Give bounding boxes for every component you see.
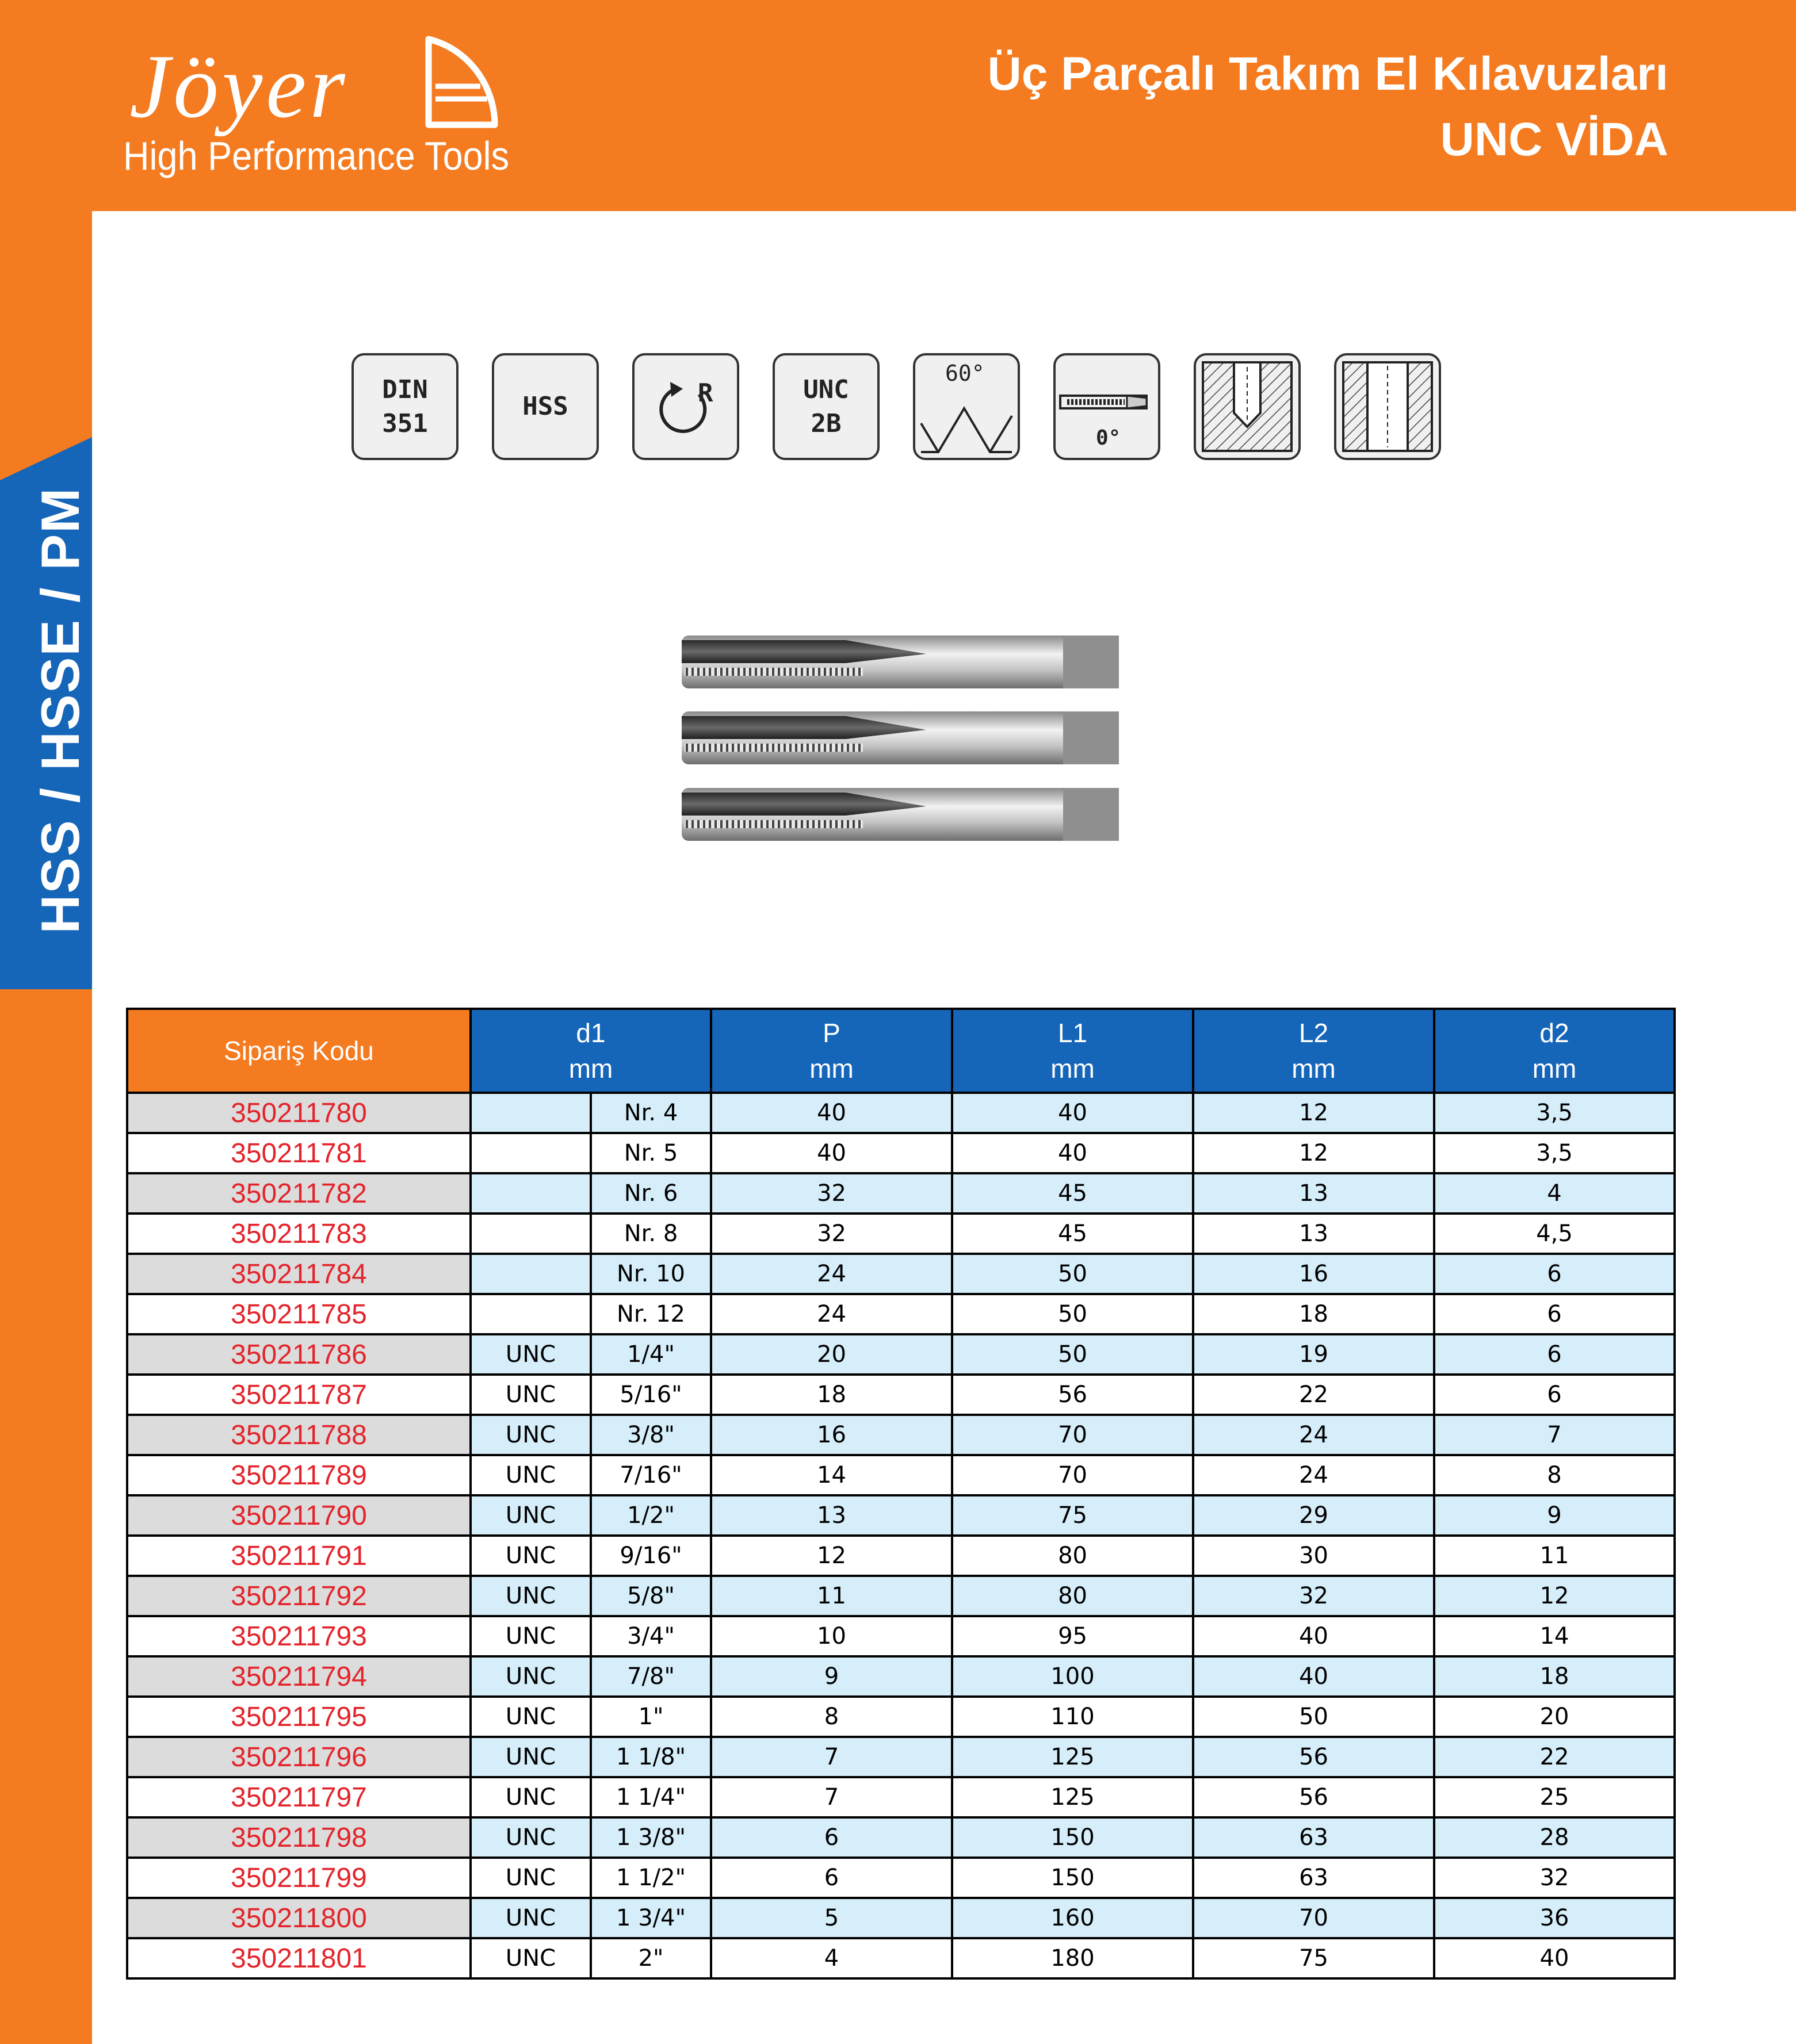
pitch-cell: 6	[711, 1817, 952, 1858]
l2-cell: 70	[1193, 1898, 1434, 1938]
l1-cell: 150	[952, 1858, 1193, 1898]
pitch-cell: 10	[711, 1616, 952, 1656]
l1-cell: 95	[952, 1616, 1193, 1656]
pitch-cell: 4	[711, 1938, 952, 1978]
pitch-cell: 9	[711, 1656, 952, 1697]
l2-cell: 40	[1193, 1656, 1434, 1697]
table-row	[127, 1656, 1675, 1697]
d2-cell: 6	[1434, 1294, 1675, 1334]
nominal-size-cell: 5/16"	[591, 1375, 711, 1415]
l2-cell: 56	[1193, 1737, 1434, 1777]
pitch-cell: 32	[711, 1173, 952, 1214]
order-code-cell: 350211781	[127, 1133, 471, 1173]
thread-standard-cell: UNC	[471, 1536, 591, 1576]
thread-standard-cell: UNC	[471, 1858, 591, 1898]
nominal-size-cell: 9/16"	[591, 1536, 711, 1576]
thread-standard-cell: UNC	[471, 1697, 591, 1737]
order-code-cell: 350211797	[127, 1777, 471, 1817]
thread-standard-label: UNC	[803, 374, 849, 404]
thread-standard-cell: UNC	[471, 1616, 591, 1656]
rotation-label: R	[698, 378, 713, 408]
d2-unit-label: mm	[1532, 1054, 1577, 1084]
l1-cell: 50	[952, 1254, 1193, 1294]
d2-cell: 25	[1434, 1777, 1675, 1817]
d2-cell: 7	[1434, 1415, 1675, 1455]
nominal-size-cell: 1 1/2"	[591, 1858, 711, 1898]
blind-hole-icon	[1194, 353, 1301, 460]
d1-header-label: d1	[576, 1017, 606, 1048]
thread-standard-cell: UNC	[471, 1938, 591, 1978]
table-row	[127, 1334, 1675, 1375]
order-code-cell: 350211784	[127, 1254, 471, 1294]
d2-cell: 3,5	[1434, 1093, 1675, 1133]
nominal-size-cell: 1"	[591, 1697, 711, 1737]
table-row	[127, 1616, 1675, 1656]
brand-logo-mark-icon	[423, 35, 500, 129]
nominal-size-cell: 1 3/8"	[591, 1817, 711, 1858]
l2-unit-label: mm	[1291, 1054, 1336, 1084]
d1-unit-label: mm	[568, 1054, 613, 1084]
l1-cell: 50	[952, 1294, 1193, 1334]
pitch-cell: 24	[711, 1254, 952, 1294]
pitch-cell: 32	[711, 1214, 952, 1254]
order-code-cell: 350211795	[127, 1697, 471, 1737]
order-code-cell: 350211799	[127, 1858, 471, 1898]
straight-flute-0-icon	[1053, 353, 1160, 460]
pitch-cell: 11	[711, 1576, 952, 1616]
l1-cell: 125	[952, 1737, 1193, 1777]
l1-cell: 150	[952, 1817, 1193, 1858]
side-material-label: HSS / HSSE / PM	[30, 487, 90, 934]
l1-cell: 125	[952, 1777, 1193, 1817]
order-code-cell: 350211785	[127, 1294, 471, 1334]
din-351-badge	[351, 353, 458, 460]
pitch-cell: 8	[711, 1697, 952, 1737]
order-code-cell: 350211792	[127, 1576, 471, 1616]
order-code-cell: 350211793	[127, 1616, 471, 1656]
d2-cell: 3,5	[1434, 1133, 1675, 1173]
thread-standard-cell: UNC	[471, 1495, 591, 1536]
d2-cell: 20	[1434, 1697, 1675, 1737]
thread-standard-cell: UNC	[471, 1415, 591, 1455]
nominal-size-cell: Nr. 5	[591, 1133, 711, 1173]
table-row	[127, 1214, 1675, 1254]
l2-cell: 29	[1193, 1495, 1434, 1536]
unc-2b-badge	[773, 353, 880, 460]
l2-cell: 63	[1193, 1817, 1434, 1858]
l2-cell: 16	[1193, 1254, 1434, 1294]
pitch-cell: 24	[711, 1294, 952, 1334]
nominal-size-cell: 7/8"	[591, 1656, 711, 1697]
table-row	[127, 1777, 1675, 1817]
table-row	[127, 1133, 1675, 1173]
brand-tagline: High Performance Tools	[123, 133, 510, 178]
thread-standard-cell: UNC	[471, 1777, 591, 1817]
table-row	[127, 1697, 1675, 1737]
l1-cell: 56	[952, 1375, 1193, 1415]
l1-cell: 70	[952, 1455, 1193, 1495]
order-code-cell: 350211794	[127, 1656, 471, 1697]
d2-cell: 6	[1434, 1254, 1675, 1294]
table-row	[127, 1455, 1675, 1495]
table-row	[127, 1495, 1675, 1536]
order-code-cell: 350211780	[127, 1093, 471, 1133]
l1-unit-label: mm	[1050, 1054, 1095, 1084]
pitch-cell: 5	[711, 1898, 952, 1938]
l1-cell: 50	[952, 1334, 1193, 1375]
l1-cell: 80	[952, 1576, 1193, 1616]
pitch-cell: 40	[711, 1133, 952, 1173]
tap-set-photo	[673, 624, 1122, 854]
pitch-cell: 7	[711, 1777, 952, 1817]
d1-header	[471, 1009, 711, 1093]
l2-cell: 56	[1193, 1777, 1434, 1817]
header-banner	[0, 0, 1796, 211]
order-code-cell: 350211786	[127, 1334, 471, 1375]
l1-header	[952, 1009, 1193, 1093]
nominal-size-cell: 1/2"	[591, 1495, 711, 1536]
nominal-size-cell: Nr. 8	[591, 1214, 711, 1254]
order-code-cell: 350211782	[127, 1173, 471, 1214]
pitch-unit-label: mm	[809, 1054, 854, 1084]
nominal-size-cell: 1 3/4"	[591, 1898, 711, 1938]
l2-cell: 13	[1193, 1173, 1434, 1214]
thread-standard-cell: UNC	[471, 1737, 591, 1777]
table-row	[127, 1173, 1675, 1214]
table-row	[127, 1737, 1675, 1777]
d2-cell: 4,5	[1434, 1214, 1675, 1254]
l2-cell: 63	[1193, 1858, 1434, 1898]
d2-cell: 14	[1434, 1616, 1675, 1656]
l2-header-label: L2	[1298, 1017, 1329, 1048]
pitch-cell: 40	[711, 1093, 952, 1133]
l1-cell: 160	[952, 1898, 1193, 1938]
l1-cell: 100	[952, 1656, 1193, 1697]
l2-cell: 30	[1193, 1536, 1434, 1576]
d2-header-label: d2	[1539, 1017, 1569, 1048]
l2-cell: 18	[1193, 1294, 1434, 1334]
nominal-size-cell: 2"	[591, 1938, 711, 1978]
hss-material-badge	[492, 353, 599, 460]
page-title: Üç Parçalı Takım El Kılavuzları	[987, 48, 1668, 100]
l1-cell: 110	[952, 1697, 1193, 1737]
table-row	[127, 1254, 1675, 1294]
thread-angle-label: 60°	[945, 361, 985, 386]
pitch-cell: 13	[711, 1495, 952, 1536]
through-hole-icon	[1334, 353, 1441, 460]
thread-standard-cell: UNC	[471, 1375, 591, 1415]
d2-cell: 6	[1434, 1375, 1675, 1415]
l2-cell: 19	[1193, 1334, 1434, 1375]
pitch-cell: 7	[711, 1737, 952, 1777]
pitch-header	[711, 1009, 952, 1093]
pitch-cell: 18	[711, 1375, 952, 1415]
nominal-size-cell: 1 1/8"	[591, 1737, 711, 1777]
din-number: 351	[382, 409, 428, 438]
d2-cell: 28	[1434, 1817, 1675, 1858]
page-subtitle: UNC VİDA	[1440, 113, 1668, 166]
d2-cell: 4	[1434, 1173, 1675, 1214]
flute-angle-label: 0°	[1096, 426, 1121, 450]
d2-cell: 22	[1434, 1737, 1675, 1777]
thread-standard-cell	[471, 1214, 591, 1254]
table-header-row	[127, 1009, 1675, 1093]
nominal-size-cell: 3/4"	[591, 1616, 711, 1656]
table-row	[127, 1093, 1675, 1133]
thread-standard-cell: UNC	[471, 1898, 591, 1938]
d2-cell: 8	[1434, 1455, 1675, 1495]
order-code-cell: 350211796	[127, 1737, 471, 1777]
table-row	[127, 1938, 1675, 1978]
table-row	[127, 1858, 1675, 1898]
pitch-cell: 20	[711, 1334, 952, 1375]
l2-cell: 32	[1193, 1576, 1434, 1616]
l2-cell: 50	[1193, 1697, 1434, 1737]
table-row	[127, 1375, 1675, 1415]
d2-cell: 40	[1434, 1938, 1675, 1978]
d2-header	[1434, 1009, 1675, 1093]
right-hand-rotation-icon	[632, 353, 739, 460]
l2-cell: 22	[1193, 1375, 1434, 1415]
d2-cell: 12	[1434, 1576, 1675, 1616]
brand-logo-text: Jöyer	[129, 36, 349, 137]
order-code-cell: 350211801	[127, 1938, 471, 1978]
l1-cell: 40	[952, 1093, 1193, 1133]
nominal-size-cell: Nr. 6	[591, 1173, 711, 1214]
table-row	[127, 1817, 1675, 1858]
table-row	[127, 1536, 1675, 1576]
l1-cell: 180	[952, 1938, 1193, 1978]
thread-angle-60-icon	[913, 353, 1020, 460]
order-code-cell: 350211789	[127, 1455, 471, 1495]
nominal-size-cell: Nr. 12	[591, 1294, 711, 1334]
pitch-cell: 14	[711, 1455, 952, 1495]
pitch-cell: 12	[711, 1536, 952, 1576]
thread-standard-cell	[471, 1133, 591, 1173]
spec-table	[126, 1008, 1676, 1980]
l2-cell: 12	[1193, 1133, 1434, 1173]
nominal-size-cell: 5/8"	[591, 1576, 711, 1616]
table-row	[127, 1898, 1675, 1938]
nominal-size-cell: 3/8"	[591, 1415, 711, 1455]
thread-standard-cell	[471, 1294, 591, 1334]
order-code-cell: 350211800	[127, 1898, 471, 1938]
l2-cell: 24	[1193, 1455, 1434, 1495]
l2-cell: 12	[1193, 1093, 1434, 1133]
l1-cell: 70	[952, 1415, 1193, 1455]
l1-cell: 80	[952, 1536, 1193, 1576]
table-row	[127, 1415, 1675, 1455]
d2-cell: 11	[1434, 1536, 1675, 1576]
blind-hole-diagram-icon	[1196, 355, 1298, 458]
d2-cell: 18	[1434, 1656, 1675, 1697]
nominal-size-cell: 1 1/4"	[591, 1777, 711, 1817]
l2-cell: 75	[1193, 1938, 1434, 1978]
nominal-size-cell: Nr. 4	[591, 1093, 711, 1133]
l2-header	[1193, 1009, 1434, 1093]
order-code-header	[127, 1009, 471, 1093]
plug-tap	[682, 711, 1119, 764]
nominal-size-cell: Nr. 10	[591, 1254, 711, 1294]
l1-header-label: L1	[1057, 1017, 1088, 1048]
thread-standard-cell	[471, 1093, 591, 1133]
thread-standard-cell: UNC	[471, 1656, 591, 1697]
thread-standard-cell: UNC	[471, 1455, 591, 1495]
order-code-cell: 350211791	[127, 1536, 471, 1576]
order-code-cell: 350211787	[127, 1375, 471, 1415]
l2-cell: 40	[1193, 1616, 1434, 1656]
table-row	[127, 1576, 1675, 1616]
taper-tap	[682, 636, 1119, 688]
order-code-cell: 350211783	[127, 1214, 471, 1254]
bottoming-tap	[682, 788, 1119, 841]
d2-cell: 6	[1434, 1334, 1675, 1375]
thread-standard-cell	[471, 1173, 591, 1214]
order-code-cell: 350211798	[127, 1817, 471, 1858]
table-body	[127, 1093, 1675, 1978]
nominal-size-cell: 7/16"	[591, 1455, 711, 1495]
l1-cell: 45	[952, 1173, 1193, 1214]
l2-cell: 24	[1193, 1415, 1434, 1455]
d2-cell: 32	[1434, 1858, 1675, 1898]
l1-cell: 45	[952, 1214, 1193, 1254]
thread-standard-cell: UNC	[471, 1576, 591, 1616]
nominal-size-cell: 1/4"	[591, 1334, 711, 1375]
table-row	[127, 1294, 1675, 1334]
d2-cell: 9	[1434, 1495, 1675, 1536]
order-code-cell: 350211790	[127, 1495, 471, 1536]
order-code-cell: 350211788	[127, 1415, 471, 1455]
rotation-arrow-icon	[635, 355, 737, 458]
pitch-cell: 6	[711, 1858, 952, 1898]
l2-cell: 13	[1193, 1214, 1434, 1254]
thread-standard-cell: UNC	[471, 1334, 591, 1375]
order-code-header-label: Sipariş Kodu	[224, 1035, 374, 1066]
material-label: HSS	[522, 392, 568, 422]
thread-standard-cell	[471, 1254, 591, 1294]
pitch-cell: 16	[711, 1415, 952, 1455]
through-hole-diagram-icon	[1336, 355, 1439, 458]
thread-class-label: 2B	[811, 409, 842, 438]
thread-standard-cell: UNC	[471, 1817, 591, 1858]
d2-cell: 36	[1434, 1898, 1675, 1938]
din-label: DIN	[382, 374, 428, 404]
l1-cell: 40	[952, 1133, 1193, 1173]
pitch-header-label: P	[823, 1017, 840, 1048]
l1-cell: 75	[952, 1495, 1193, 1536]
